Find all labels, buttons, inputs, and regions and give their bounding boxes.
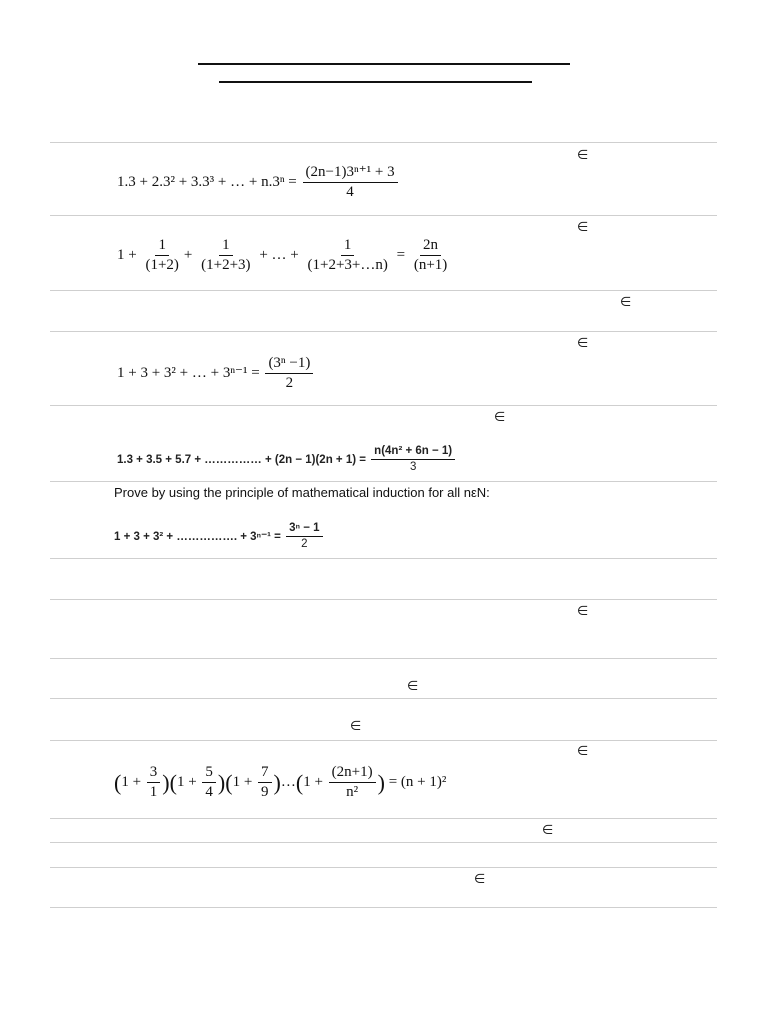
equals-sign: = xyxy=(396,247,406,264)
close-paren: ) xyxy=(377,769,385,795)
fraction xyxy=(329,764,376,802)
equation-lhs: 1 + 3 + 3² + ……………. + 3ⁿ⁻¹ = xyxy=(114,530,281,543)
denominator: (n+1) xyxy=(413,257,448,274)
equation-2: 1 + $\frac{1}{(1+2)}$ + $\frac{1}{(1+2+3)}$ + … + $\frac{1}{(1+2+3+\dots n)}$ = $\frac{2n}{(n+1)}$ xyxy=(117,237,452,275)
close-paren: ) xyxy=(273,769,281,795)
numerator: 1 xyxy=(341,237,355,256)
equation-lhs: 1.3 + 2.3² + 3.3³ + … + n.3ⁿ = xyxy=(117,174,297,191)
fraction xyxy=(265,355,313,393)
element-of-symbol: ∈ xyxy=(350,719,362,734)
numerator: (2n−1)3ⁿ⁺¹ + 3 xyxy=(303,164,398,183)
title-underline-2 xyxy=(219,81,532,83)
numerator: (3ⁿ −1) xyxy=(265,355,313,374)
denominator: 2 xyxy=(301,538,308,551)
element-of-symbol: ∈ xyxy=(494,410,506,425)
fraction xyxy=(147,764,161,802)
open-paren: ( xyxy=(169,769,177,795)
element-of-symbol: ∈ xyxy=(620,295,632,310)
element-of-symbol: ∈ xyxy=(407,679,419,694)
row-divider xyxy=(50,405,717,406)
row-divider xyxy=(50,558,717,559)
numerator: 1 xyxy=(219,237,233,256)
equation-5 xyxy=(117,445,457,474)
numerator: 2n xyxy=(420,237,441,256)
row-divider xyxy=(50,481,717,482)
element-of-symbol: ∈ xyxy=(577,336,589,351)
row-divider xyxy=(50,290,717,291)
denominator: (1+2+3+…n) xyxy=(307,257,388,274)
equation-lead: 1 + xyxy=(117,247,137,264)
denominator: (1+2) xyxy=(145,257,179,274)
equation-rhs: = (n + 1)² xyxy=(388,774,447,791)
fraction xyxy=(202,764,216,802)
element-of-symbol: ∈ xyxy=(577,220,589,235)
row-divider xyxy=(50,818,717,819)
equation-1 xyxy=(117,164,400,202)
element-of-symbol: ∈ xyxy=(474,872,486,887)
denominator: 3 xyxy=(409,461,417,474)
row-divider xyxy=(50,658,717,659)
numerator: 3ⁿ − 1 xyxy=(286,522,322,537)
denominator: 9 xyxy=(261,784,269,801)
fraction xyxy=(198,237,253,275)
row-divider xyxy=(50,907,717,908)
row-divider xyxy=(50,698,717,699)
row-divider xyxy=(50,331,717,332)
close-paren: ) xyxy=(217,769,226,795)
equation-lhs: 1 + 3 + 3² + … + 3ⁿ⁻¹ = xyxy=(117,365,260,382)
row-divider xyxy=(50,599,717,600)
numerator: n(4n² + 6n − 1) xyxy=(371,445,455,460)
fraction xyxy=(371,445,455,474)
equation-4 xyxy=(117,355,315,393)
numerator: 7 xyxy=(258,764,272,783)
equation-lhs: 1.3 + 3.5 + 5.7 + …………… + (2n − 1)(2n + 1) = xyxy=(117,453,366,466)
numerator: (2n+1) xyxy=(329,764,376,783)
denominator: n² xyxy=(346,784,359,801)
row-divider xyxy=(50,867,717,868)
element-of-symbol: ∈ xyxy=(542,823,554,838)
fraction xyxy=(286,522,322,551)
element-of-symbol: ∈ xyxy=(577,744,589,759)
denominator: 1 xyxy=(149,784,158,801)
fraction xyxy=(411,237,450,275)
numerator: 3 xyxy=(147,764,161,783)
fraction xyxy=(258,764,272,802)
fraction xyxy=(142,237,181,275)
denominator: 4 xyxy=(346,184,354,201)
row-divider xyxy=(50,740,717,741)
title-underline-1 xyxy=(198,63,570,65)
row-divider xyxy=(50,215,717,216)
equation-11: (1 + $\frac{3}{1}$ )(1 + $\frac{5}{4}$ )(1 + $\frac{7}{9}$ )…(1 + $\frac{(2n+1)}{\text{n²}}$ ) = (n + 1)² xyxy=(114,764,447,801)
numerator: 5 xyxy=(202,764,216,783)
close-paren: ) xyxy=(162,769,170,795)
equation-6 xyxy=(114,522,325,551)
row-divider xyxy=(50,142,717,143)
problem-prompt: Prove by using the principle of mathematical induction for all nεN: xyxy=(114,485,490,500)
row-divider xyxy=(50,842,717,843)
element-of-symbol: ∈ xyxy=(577,604,589,619)
fraction xyxy=(304,237,390,275)
denominator: (1+2+3) xyxy=(201,257,251,274)
open-paren: ( xyxy=(225,769,233,795)
open-paren: ( xyxy=(295,769,304,795)
denominator: 4 xyxy=(205,784,213,801)
open-paren: ( xyxy=(114,769,122,795)
element-of-symbol: ∈ xyxy=(577,148,589,163)
fraction xyxy=(303,164,398,202)
numerator: 1 xyxy=(155,237,169,256)
denominator: 2 xyxy=(285,375,294,392)
ellipsis: + … + xyxy=(259,247,299,264)
